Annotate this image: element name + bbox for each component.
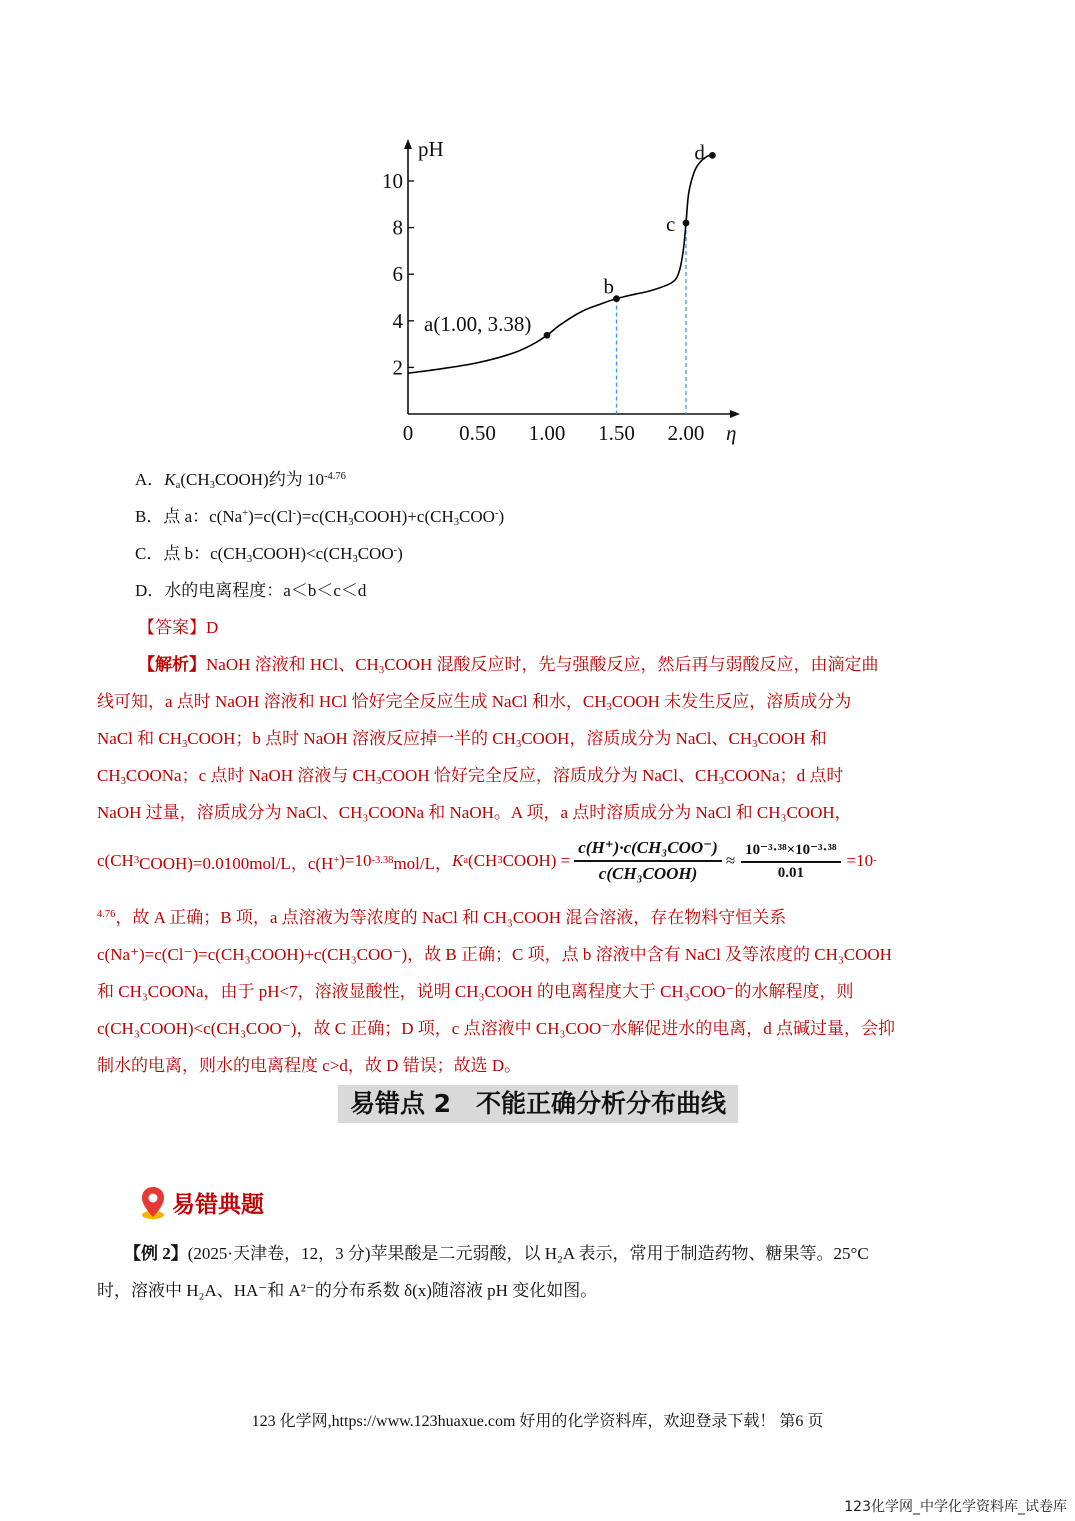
analysis-label: 【解析】 <box>138 655 206 674</box>
curve-point <box>683 220 690 227</box>
analysis-line-7: $^{4.76}$，故 A 正确；B 项，a 点溶液为等浓度的 NaCl 和 CH₃COOH 混合溶液，存在物料守恒关系 <box>97 908 787 927</box>
y-tick-label: 2 <box>392 355 403 380</box>
y-axis-arrow <box>404 139 412 149</box>
curve-point <box>709 152 716 159</box>
analysis-line-3: NaCl 和 $CH_3COOH$；b 点时 NaOH 溶液反应掉一半的 $CH_3COOH$，溶质成分为 NaCl、$CH_3COOH$ 和 <box>97 729 827 750</box>
page-footer: 123 化学网,https://www.123huaxue.com 好用的化学资料库，欢迎登录下载！ 第6 页 <box>251 1413 824 1430</box>
analysis-line-1: 【解析】NaOH 溶液和 HCl、$CH_3COOH$ 混酸反应时，先与强酸反应，然后再与弱酸反应，由滴定曲 <box>138 655 879 676</box>
answer-label: 【答案】 <box>138 618 206 637</box>
x-tick-label: 1.00 <box>528 421 566 445</box>
x-axis-label: η <box>726 421 737 445</box>
option-a: A．$K_a(CH_3COOH)$约为 $10^{-4.76}$ <box>135 470 346 491</box>
x-tick-label: 0.50 <box>459 421 496 445</box>
analysis-line-5: NaOH 过量，溶质成分为 NaCl、CH₃COONa 和 NaOH。A 项，a 点时溶质成分为 NaCl 和 CH₃COOH， <box>97 803 852 822</box>
example-line-1: 【例 2】(2025·天津卷，12，3 分)苹果酸是二元弱酸，以 H₂A 表示，常用于制造药物、糖果等。25°C <box>124 1244 869 1263</box>
x-tick-label: 2.00 <box>667 421 705 445</box>
titration-chart-svg <box>370 130 760 450</box>
x-tick-label: 1.50 <box>598 421 635 445</box>
titration-curve <box>408 154 714 373</box>
subtitle: 易错典题 <box>172 1192 264 1218</box>
example-label: 【例 2】 <box>124 1244 188 1263</box>
section-title: 易错点 2 不能正确分析分布曲线 <box>338 1085 738 1123</box>
x-axis-arrow <box>730 410 740 418</box>
y-axis-label: pH <box>418 137 444 161</box>
analysis-line-9: 和 CH₃COONa，由于 pH<7，溶液显酸性，说明 CH₃COOH 的电离程度大于 CH₃COO⁻的水解程度，则 <box>97 982 854 1001</box>
y-tick-label: 10 <box>382 169 403 193</box>
analysis-line-4: $CH_3COONa$；c 点时 NaOH 溶液与 $CH_3COOH$ 恰好完全反应，溶质成分为 NaCl、$CH_3COONa$；d 点时 <box>97 766 844 787</box>
point-label: c <box>666 211 676 236</box>
y-tick-label: 6 <box>392 262 403 287</box>
option-b: B．点 a：$c(Na^+)=c(Cl^-)=c(CH_3COOH)+c(CH_3COO^-)$ <box>135 507 505 528</box>
watermark: 123化学网_中学化学资料库_试卷库 <box>844 1499 1067 1515</box>
example-line-2: 时，溶液中 H₂A、HA⁻和 A²⁻的分布系数 δ(x)随溶液 pH 变化如图。 <box>97 1281 598 1300</box>
curve-point <box>544 332 551 339</box>
location-pin-icon <box>139 1185 167 1221</box>
ka-value-fraction: $\frac{\text{10⁻³·³⁸×10⁻³·³⁸}}{0.01}$ <box>741 840 840 882</box>
option-d: D．水的电离程度：a＜b＜c＜d <box>135 581 367 600</box>
point-label: a(1.00, 3.38) <box>424 312 532 337</box>
analysis-line-10: c(CH₃COOH)<c(CH₃COO⁻)，故 C 正确；D 项，c 点溶液中 CH₃COO⁻水解促进水的电离，d 点碱过量，会抑 <box>97 1019 896 1038</box>
ka-expression-fraction: $\frac{\text{c(H⁺)·c(CH₃COO⁻)}}{\text{c(CH₃COOH)}}$ <box>574 838 722 884</box>
x-tick-label: 0 <box>402 421 414 445</box>
curve-point <box>613 295 620 302</box>
point-label: b <box>603 274 614 299</box>
titration-chart <box>370 130 760 450</box>
analysis-line-11: 制水的电离，则水的电离程度 c>d，故 D 错误；故选 D。 <box>97 1056 522 1075</box>
analysis-line-6: c(CH 3 COOH)=0.0100mol/L，c(H + )=10 -3.38 mol/L， K a (CH 3 COOH) = $\frac{\text{c(H⁺)·c(CH₃COO⁻)}}{\text{c(CH₃COOH)}}$ ≈ $\frac{\text{10⁻³·³⁸×10⁻³·³⁸}}{0.01}$ =10 - <box>97 838 877 883</box>
y-tick-label: 8 <box>392 215 403 240</box>
answer-value: D <box>206 618 219 637</box>
y-tick-label: 4 <box>392 308 403 333</box>
analysis-line-2: 线可知，a 点时 NaOH 溶液和 HCl 恰好完全反应生成 NaCl 和水，$CH_3COOH$ 未发生反应，溶质成分为 <box>97 692 852 713</box>
answer-line <box>138 613 218 638</box>
option-c: C．点 b：$c(CH_3COOH)<c(CH_3COO^-)$ <box>135 544 403 565</box>
analysis-line-8: c(Na⁺)=c(Cl⁻)=c(CH₃COOH)+c(CH₃COO⁻)，故 B 正确；C 项，点 b 溶液中含有 NaCl 及等浓度的 CH₃COOH <box>97 945 892 964</box>
point-label: d <box>694 140 705 165</box>
